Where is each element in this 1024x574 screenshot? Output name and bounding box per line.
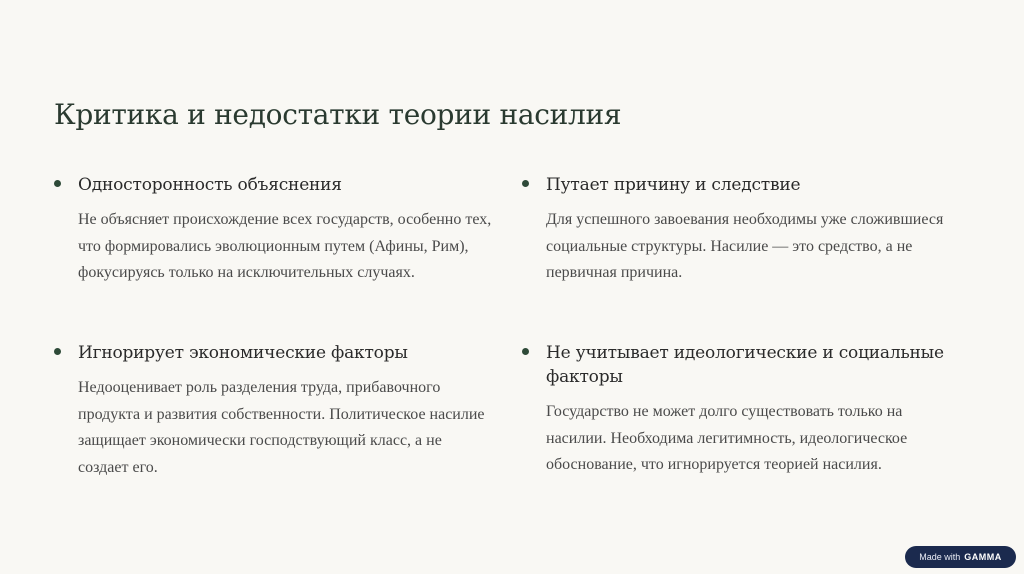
- item-heading: Односторонность объяснения: [78, 175, 342, 195]
- badge-prefix: Made with: [919, 552, 961, 562]
- critique-item-cause-effect: [522, 173, 962, 287]
- item-body: Для успешного завоевания необходимы уже сложившиеся социальные структуры. Насилие — это средство, а не первичная причина.: [546, 211, 944, 281]
- critique-item-economic-factors: [54, 341, 494, 481]
- bullet-icon: [54, 180, 61, 187]
- item-body: Не объясняет происхождение всех государств, особенно тех, что формировались эволюционным путем (Афины, Рим), фокусируясь только на исключительных случаях.: [78, 211, 492, 281]
- bullet-icon: [522, 180, 529, 187]
- item-body: Государство не может долго существовать только на насилии. Необходима легитимность, идеологическое обоснование, что игнорируется теорией насилия.: [546, 403, 908, 473]
- gamma-logo: GAMMA: [964, 552, 1002, 562]
- item-heading: Путает причину и следствие: [546, 175, 801, 195]
- made-with-gamma-badge[interactable]: [905, 546, 1016, 568]
- bullet-icon: [522, 348, 529, 355]
- item-heading: Не учитывает идеологические и социальные факторы: [546, 343, 944, 387]
- critique-item-one-sidedness: [54, 173, 494, 287]
- critique-item-ideological-factors: [522, 341, 962, 479]
- slide-title: Критика и недостатки теории насилия: [54, 98, 622, 131]
- item-body: Недооценивает роль разделения труда, прибавочного продукта и развития собственности. Политическое насилие защищает экономически господствующий класс, а не создает его.: [78, 379, 485, 476]
- item-heading: Игнорирует экономические факторы: [78, 343, 408, 363]
- bullet-icon: [54, 348, 61, 355]
